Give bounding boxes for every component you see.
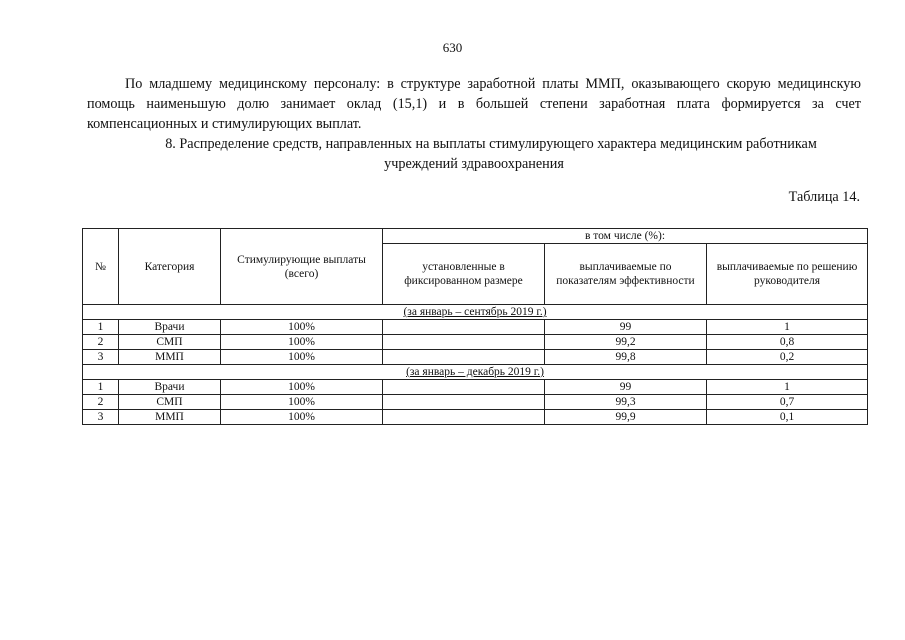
header-category: Категория xyxy=(119,229,221,305)
cell-total: 100% xyxy=(221,350,383,365)
cell-category: СМП xyxy=(119,335,221,350)
section-heading-line-2: учреждений здравоохранения xyxy=(384,156,564,172)
section-heading-line-1: 8. Распределение средств, направленных на выплаты стимулирующего характера медицинским работникам xyxy=(165,136,817,152)
table-label: Таблица 14. xyxy=(788,189,860,205)
cell-manager: 1 xyxy=(707,320,868,335)
cell-num: 3 xyxy=(83,350,119,365)
cell-fixed xyxy=(383,320,545,335)
body-paragraph: По младшему медицинскому персоналу: в структуре заработной платы ММП, оказывающего скорую медицинскую помощь наименьшую долю занимает оклад (15,1) и в большей степени заработная плата формируется за счет компенсационных и стимулирующих выплат. xyxy=(87,76,861,132)
cell-efficiency: 99,2 xyxy=(545,335,707,350)
cell-efficiency: 99 xyxy=(545,380,707,395)
header-efficiency: выплачиваемые по показателям эффективности xyxy=(545,244,707,305)
cell-category: Врачи xyxy=(119,320,221,335)
cell-efficiency: 99,9 xyxy=(545,410,707,425)
cell-manager: 0,7 xyxy=(707,395,868,410)
cell-fixed xyxy=(383,410,545,425)
cell-num: 1 xyxy=(83,380,119,395)
header-fixed: установленные в фиксированном размере xyxy=(383,244,545,305)
header-manager: выплачиваемые по решению руководителя xyxy=(707,244,868,305)
cell-num: 3 xyxy=(83,410,119,425)
cell-total: 100% xyxy=(221,335,383,350)
header-group: в том числе (%): xyxy=(383,229,868,244)
cell-manager: 0,1 xyxy=(707,410,868,425)
table-row xyxy=(83,410,868,425)
cell-fixed xyxy=(383,395,545,410)
cell-total: 100% xyxy=(221,320,383,335)
table-row xyxy=(83,350,868,365)
cell-total: 100% xyxy=(221,395,383,410)
cell-total: 100% xyxy=(221,380,383,395)
cell-efficiency: 99 xyxy=(545,320,707,335)
cell-manager: 1 xyxy=(707,380,868,395)
stimulus-payments-table xyxy=(82,228,868,425)
header-total: Стимулирующие выплаты (всего) xyxy=(221,229,383,305)
cell-num: 2 xyxy=(83,335,119,350)
cell-manager: 0,8 xyxy=(707,335,868,350)
cell-category: ММП xyxy=(119,410,221,425)
table-row xyxy=(83,335,868,350)
cell-manager: 0,2 xyxy=(707,350,868,365)
section-heading xyxy=(87,134,861,174)
table-row xyxy=(83,380,868,395)
page-number: 630 xyxy=(442,40,463,55)
cell-category: Врачи xyxy=(119,380,221,395)
cell-fixed xyxy=(383,335,545,350)
cell-category: ММП xyxy=(119,350,221,365)
cell-num: 1 xyxy=(83,320,119,335)
cell-fixed xyxy=(383,350,545,365)
cell-total: 100% xyxy=(221,410,383,425)
cell-efficiency: 99,3 xyxy=(545,395,707,410)
period-row: (за январь – сентябрь 2019 г.) xyxy=(83,305,868,320)
header-num: № xyxy=(83,229,119,305)
table-row xyxy=(83,395,868,410)
period-row: (за январь – декабрь 2019 г.) xyxy=(83,365,868,380)
cell-num: 2 xyxy=(83,395,119,410)
table-row xyxy=(83,320,868,335)
cell-category: СМП xyxy=(119,395,221,410)
cell-fixed xyxy=(383,380,545,395)
cell-efficiency: 99,8 xyxy=(545,350,707,365)
